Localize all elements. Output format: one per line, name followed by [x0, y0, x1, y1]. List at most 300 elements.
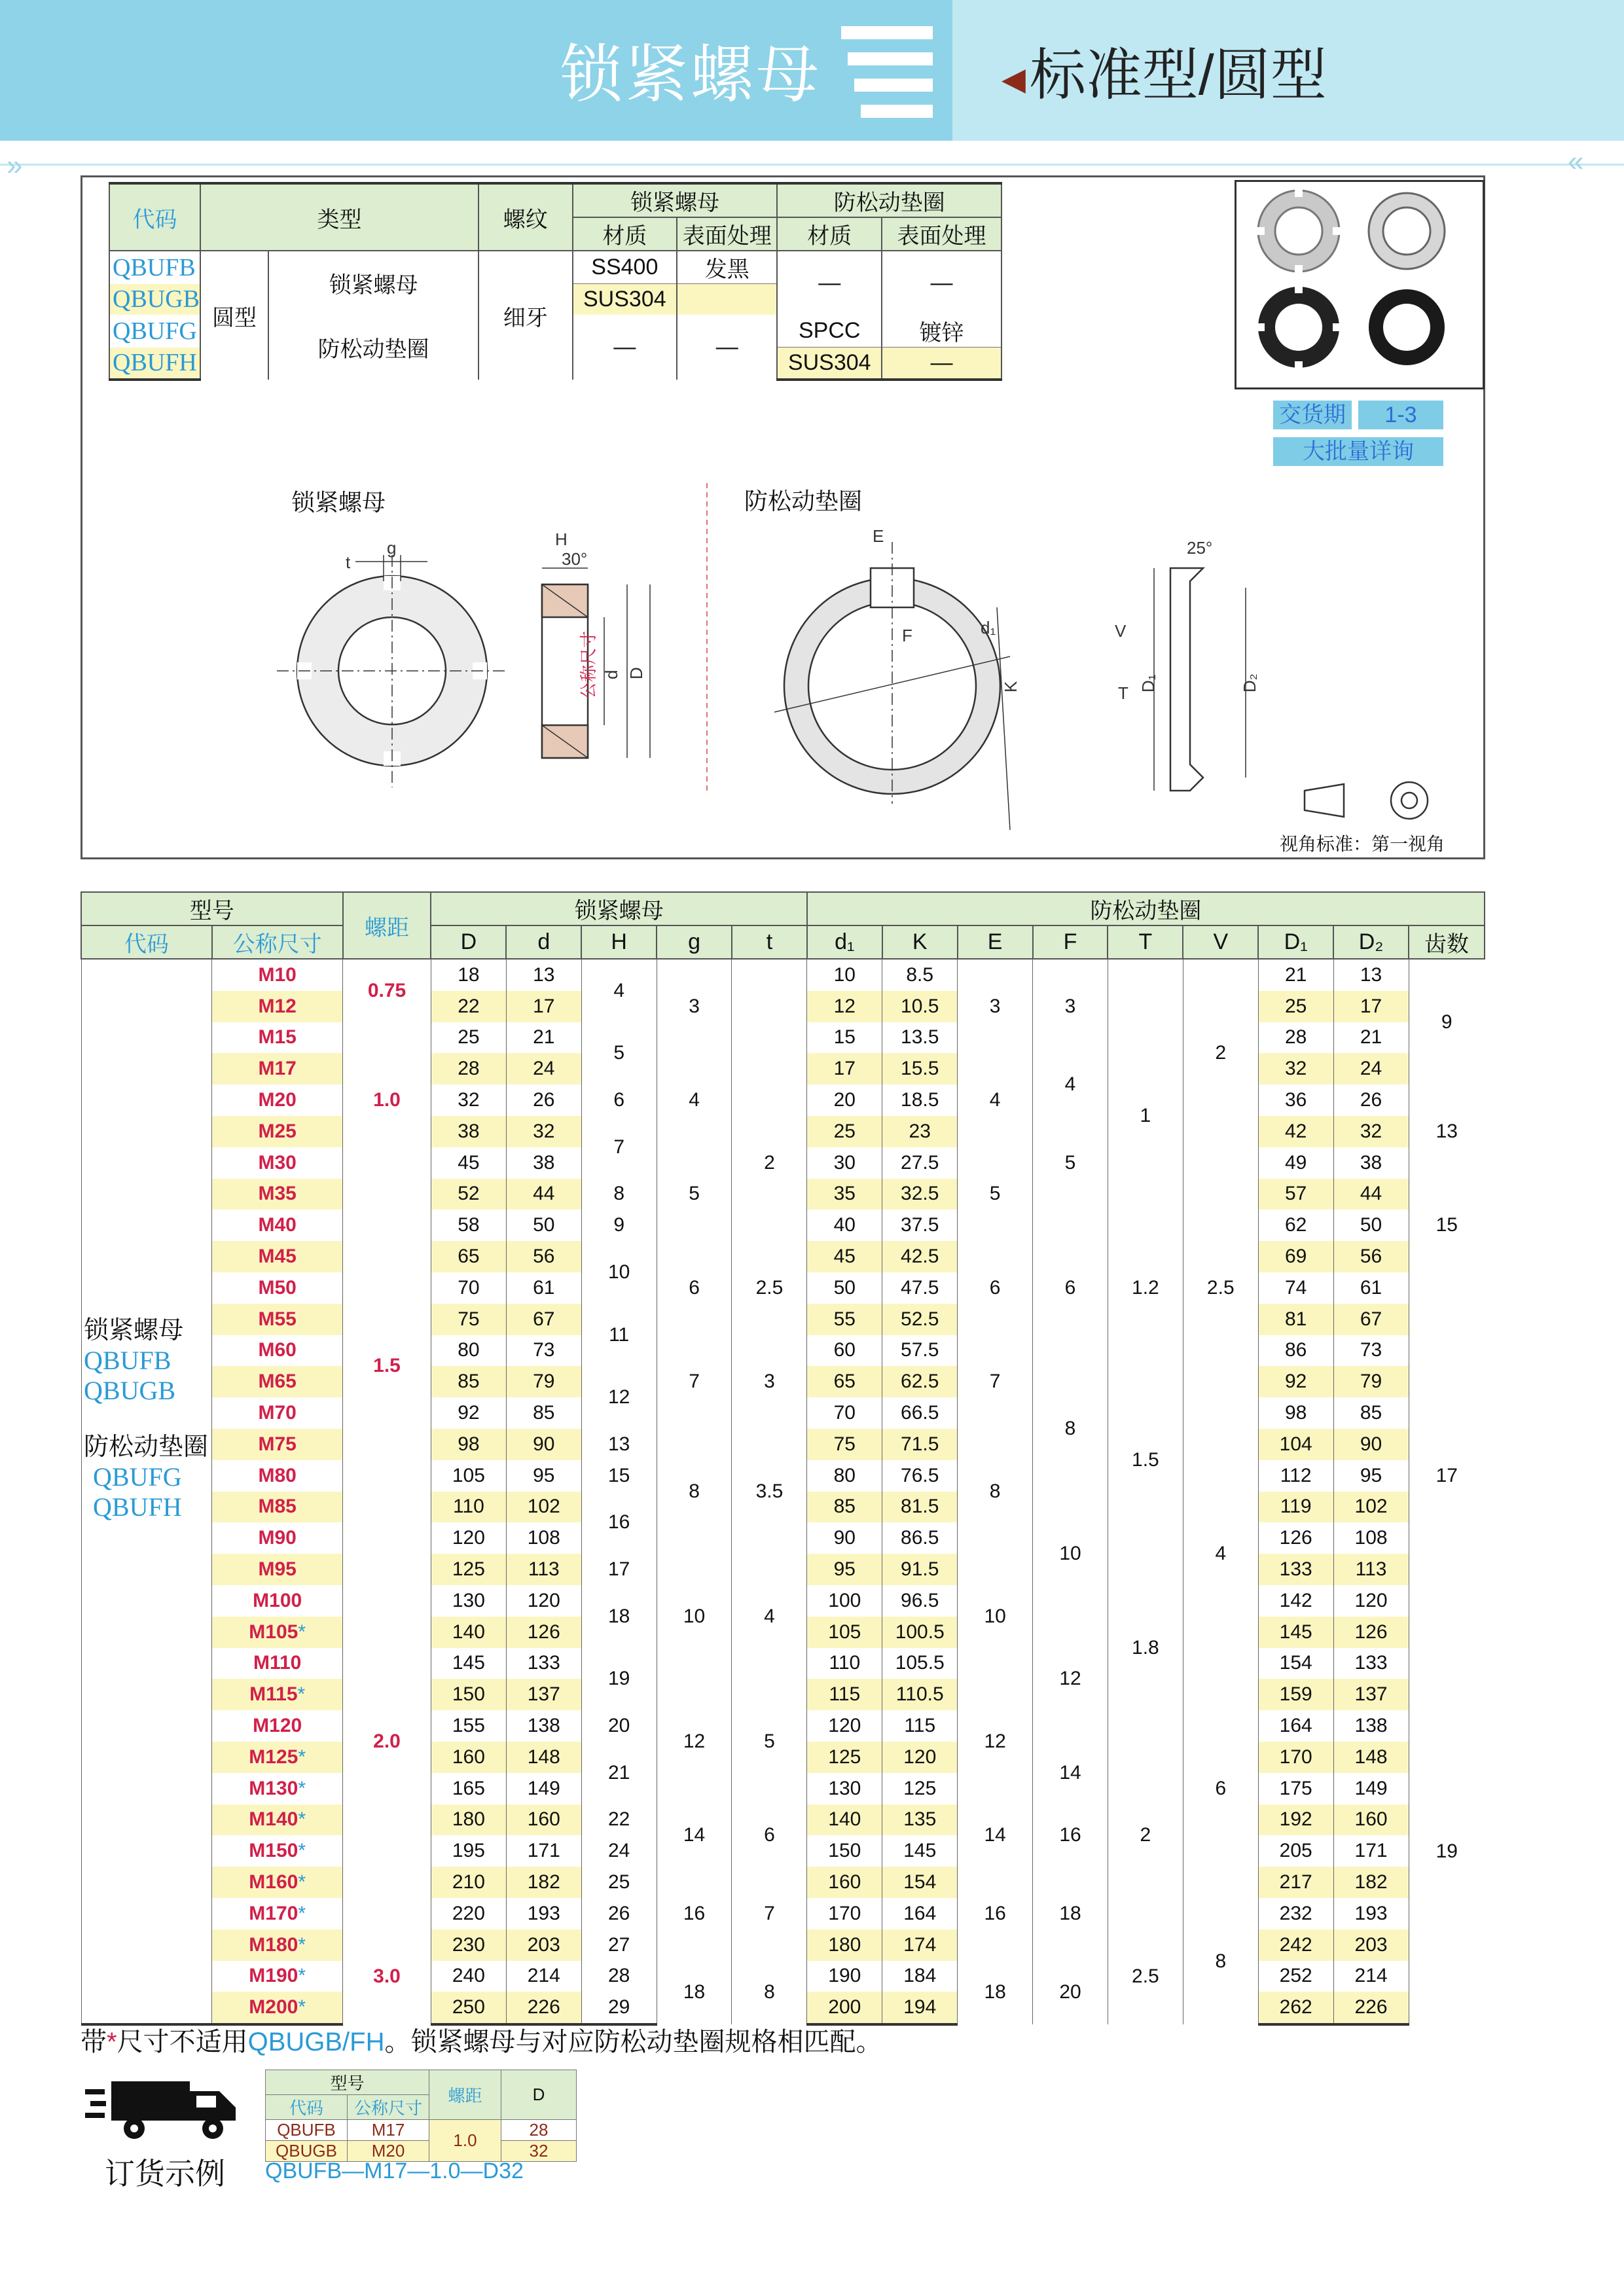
cell-H: 28: [581, 1961, 657, 1992]
cell-D1: 119: [1258, 1492, 1333, 1523]
cell-D1: 164: [1258, 1710, 1333, 1742]
cell-D2: 24: [1333, 1053, 1409, 1085]
cell-D: 150: [431, 1679, 506, 1710]
cell-H: 18: [581, 1585, 657, 1648]
cell-K: 145: [882, 1835, 958, 1867]
dim-K: K: [1001, 681, 1020, 692]
cell-size: M40: [212, 1210, 343, 1241]
hdr-type: 类型: [200, 183, 478, 251]
washer-surface: —: [882, 251, 1001, 315]
cell-D2: 133: [1333, 1648, 1409, 1679]
hdr-col: K: [882, 925, 958, 959]
view-standard: 视角标准：第一视角: [1280, 834, 1445, 854]
hdr-surface: 表面处理: [882, 217, 1001, 251]
note-text: 。锁紧螺母与对应防松动垫圈规格相匹配。: [384, 2028, 882, 2056]
cell-H: 6: [581, 1085, 657, 1116]
cell-D1: 205: [1258, 1835, 1333, 1867]
cell-D: 58: [431, 1210, 506, 1241]
cell-D2: 193: [1333, 1898, 1409, 1929]
oe-pitch: 1.0: [429, 2120, 501, 2162]
cell-F: 12: [1033, 1617, 1108, 1742]
cell-E: 10: [958, 1554, 1033, 1679]
cell-K: 37.5: [882, 1210, 958, 1241]
cell-size: M10: [212, 959, 343, 991]
cell-E: 12: [958, 1679, 1033, 1804]
cell-D1: 86: [1258, 1335, 1333, 1367]
hdr-washer: 防松动垫圈: [807, 892, 1485, 925]
dim-d: d: [602, 670, 621, 679]
hdr-nut: 锁紧螺母: [431, 892, 806, 925]
cell-d1: 120: [807, 1710, 882, 1742]
cell-g: 18: [657, 1961, 732, 2025]
cell-size: M15: [212, 1022, 343, 1054]
cell-d1: 180: [807, 1929, 882, 1961]
cell-F: 5: [1033, 1116, 1108, 1210]
cell-E: 4: [958, 1053, 1033, 1147]
cell-size: M105*: [212, 1617, 343, 1648]
cell-K: 100.5: [882, 1617, 958, 1648]
cell-D1: 92: [1258, 1366, 1333, 1397]
cell-D2: 38: [1333, 1147, 1409, 1179]
cell-g: 12: [657, 1679, 732, 1804]
cell-K: 62.5: [882, 1366, 958, 1397]
cell-K: 164: [882, 1898, 958, 1929]
hdr-col: t: [732, 925, 807, 959]
cell-size: M95: [212, 1554, 343, 1585]
subtitle-text: 标准型/圆型: [1029, 44, 1327, 107]
cell-D: 18: [431, 959, 506, 991]
hdr-col: d: [506, 925, 581, 959]
cell-D: 38: [431, 1116, 506, 1147]
shape-cell: 圆型: [200, 251, 268, 380]
cell-D: 250: [431, 1992, 506, 2024]
header-stripe: [848, 52, 933, 65]
cell-D2: 73: [1333, 1335, 1409, 1367]
dim-T: T: [1118, 683, 1128, 703]
cell-d: 182: [506, 1867, 581, 1898]
cell-D: 140: [431, 1617, 506, 1648]
order-example-label: 订货示例: [105, 2157, 225, 2191]
dim-d1: d₁: [981, 618, 996, 637]
delivery-value: 1-3: [1358, 401, 1443, 429]
cell-F: 14: [1033, 1742, 1108, 1804]
cell-T: 1: [1108, 1022, 1183, 1210]
cell-size: M130*: [212, 1773, 343, 1804]
cell-D2: 160: [1333, 1804, 1409, 1836]
cell-D1: 170: [1258, 1742, 1333, 1773]
cell-d: 26: [506, 1085, 581, 1116]
cell-K: 8.5: [882, 959, 958, 991]
cell-D: 155: [431, 1710, 506, 1742]
cell-d: 95: [506, 1460, 581, 1492]
cell-H: 24: [581, 1835, 657, 1867]
cell-D: 65: [431, 1241, 506, 1272]
cell-d: 50: [506, 1210, 581, 1241]
note-star: *: [107, 2028, 117, 2056]
cell-K: 115: [882, 1710, 958, 1742]
cell-T: 1.5: [1108, 1366, 1183, 1554]
cell-D1: 133: [1258, 1554, 1333, 1585]
cell-size: M60: [212, 1335, 343, 1367]
cell-d1: 140: [807, 1804, 882, 1836]
cell-E: 8: [958, 1429, 1033, 1554]
cell-d1: 45: [807, 1241, 882, 1272]
cell-F: 8: [1033, 1366, 1108, 1491]
chevron-left-icon: «: [1568, 145, 1584, 177]
cell-d: 171: [506, 1835, 581, 1867]
cell-D1: 42: [1258, 1116, 1333, 1147]
cell-H: 19: [581, 1648, 657, 1711]
hdr-material: 材质: [777, 217, 882, 251]
cell-D2: 182: [1333, 1867, 1409, 1898]
cell-D2: 226: [1333, 1992, 1409, 2024]
cell-D2: 108: [1333, 1522, 1409, 1554]
cell-d1: 17: [807, 1053, 882, 1085]
dim-g: g: [387, 538, 397, 558]
cell-t: 2.5: [732, 1241, 807, 1335]
cell-K: 71.5: [882, 1429, 958, 1460]
cell-H: 11: [581, 1304, 657, 1367]
cell-size: M200*: [212, 1992, 343, 2024]
cell-D1: 252: [1258, 1961, 1333, 1992]
table-row: [81, 1085, 1485, 1116]
cell-H: 20: [581, 1710, 657, 1742]
dim-angle25: 25°: [1187, 538, 1213, 558]
cell-D: 195: [431, 1835, 506, 1867]
cell-H: 29: [581, 1992, 657, 2024]
cell-size: M65: [212, 1366, 343, 1397]
cell-D: 130: [431, 1585, 506, 1617]
cell-d: 203: [506, 1929, 581, 1961]
cell-F: 20: [1033, 1961, 1108, 2025]
cell-T: [1108, 959, 1183, 1022]
oe-D: 28: [501, 2120, 577, 2141]
nut-type-cell: 锁紧螺母: [268, 251, 478, 315]
cell-size: M55: [212, 1304, 343, 1335]
cell-size: M75: [212, 1429, 343, 1460]
dim-D1: D₁: [1138, 674, 1158, 692]
cell-D2: 85: [1333, 1397, 1409, 1429]
cell-D: 240: [431, 1961, 506, 1992]
washer-surface: —: [882, 348, 1001, 380]
cell-size: M17: [212, 1053, 343, 1085]
cell-d1: 150: [807, 1835, 882, 1867]
hdr-col: D: [431, 925, 506, 959]
footnote: [81, 2021, 882, 2058]
cell-d1: 160: [807, 1867, 882, 1898]
cell-D2: 214: [1333, 1961, 1409, 1992]
side-washer-label: 防松动垫圈: [84, 1433, 209, 1461]
cell-D2: 126: [1333, 1617, 1409, 1648]
cell-E: 3: [958, 959, 1033, 1053]
cell-D: 28: [431, 1053, 506, 1085]
hdr-nut: 锁紧螺母: [573, 183, 778, 217]
cell-D: 45: [431, 1147, 506, 1179]
cell-H: 17: [581, 1554, 657, 1585]
cell-D: 230: [431, 1929, 506, 1961]
dim-D2: D₂: [1240, 673, 1259, 692]
washer-type-cell: 防松动垫圈: [268, 315, 478, 380]
side-washer-code: QBUFG: [93, 1462, 182, 1492]
order-example-code: QBUFB—M17—1.0—D32: [265, 2159, 524, 2183]
cell-D1: 262: [1258, 1992, 1333, 2024]
cell-D2: 61: [1333, 1272, 1409, 1304]
cell-D: 80: [431, 1335, 506, 1367]
cell-size: M190*: [212, 1961, 343, 1992]
cell-K: 86.5: [882, 1522, 958, 1554]
cell-pitch: 1.0: [343, 1022, 431, 1179]
cell-E: 18: [958, 1961, 1033, 2025]
cell-D: 145: [431, 1648, 506, 1679]
cell-g: 6: [657, 1241, 732, 1335]
cell-g: 3: [657, 959, 732, 1053]
cell-d: 38: [506, 1147, 581, 1179]
hdr-col: 齿数: [1409, 925, 1485, 959]
cell-E: 16: [958, 1867, 1033, 1960]
hdr-col: d₁: [807, 925, 882, 959]
cell-pitch: 1.5: [343, 1179, 431, 1554]
cell-D2: 44: [1333, 1179, 1409, 1210]
cell-D1: 98: [1258, 1397, 1333, 1429]
cell-D1: 69: [1258, 1241, 1333, 1272]
table-row: [81, 1679, 1485, 1710]
cell-D2: 138: [1333, 1710, 1409, 1742]
cell-K: 47.5: [882, 1272, 958, 1304]
oe-hdr-pitch: 螺距: [429, 2070, 501, 2120]
cell-F: 18: [1033, 1867, 1108, 1960]
dim-t: t: [346, 552, 351, 572]
cell-t: 8: [732, 1961, 807, 2025]
cell-pitch: 3.0: [343, 1929, 431, 2024]
table-row: [81, 1804, 1485, 1836]
hdr-col: H: [581, 925, 657, 959]
cell-D: 165: [431, 1773, 506, 1804]
cell-d: 193: [506, 1898, 581, 1929]
cell-E: 5: [958, 1147, 1033, 1241]
dim-H: H: [555, 529, 568, 549]
cell-d: 90: [506, 1429, 581, 1460]
cell-D: 125: [431, 1554, 506, 1585]
cell-d: 214: [506, 1961, 581, 1992]
cell-K: 52.5: [882, 1304, 958, 1335]
chevron-right-icon: »: [7, 149, 23, 181]
cell-d: 126: [506, 1617, 581, 1648]
nut-material: SUS304: [573, 284, 677, 315]
hdr-col: E: [958, 925, 1033, 959]
cell-F: 6: [1033, 1210, 1108, 1366]
hdr-thread: 螺纹: [478, 183, 572, 251]
cell-D: 160: [431, 1742, 506, 1773]
truck-icon: [85, 2075, 242, 2147]
cell-t: 7: [732, 1867, 807, 1960]
cell-D1: 192: [1258, 1804, 1333, 1836]
cell-K: 66.5: [882, 1397, 958, 1429]
cell-d1: 55: [807, 1304, 882, 1335]
washer-material: SPCC: [777, 315, 882, 348]
cell-d1: 125: [807, 1742, 882, 1773]
cell-D1: 62: [1258, 1210, 1333, 1241]
cell-D2: 137: [1333, 1679, 1409, 1710]
cell-size: M120: [212, 1710, 343, 1742]
cell-d: 32: [506, 1116, 581, 1147]
cell-K: 18.5: [882, 1085, 958, 1116]
cell-d1: 90: [807, 1522, 882, 1554]
cell-D1: 112: [1258, 1460, 1333, 1492]
hdr-surface: 表面处理: [677, 217, 777, 251]
cell-d1: 170: [807, 1898, 882, 1929]
cell-d1: 115: [807, 1679, 882, 1710]
code-cell: QBUGB: [109, 284, 200, 315]
cell-D2: 32: [1333, 1116, 1409, 1147]
cell-D2: 90: [1333, 1429, 1409, 1460]
dim-angle30: 30°: [562, 549, 588, 569]
cell-g: 8: [657, 1429, 732, 1554]
cell-size: M85: [212, 1492, 343, 1523]
table-row: [81, 1335, 1485, 1367]
side-nut-label: 锁紧螺母: [84, 1317, 184, 1344]
cell-H: 22: [581, 1804, 657, 1836]
cell-d1: 30: [807, 1147, 882, 1179]
oe-code: QBUFB: [266, 2120, 348, 2141]
cell-d1: 25: [807, 1116, 882, 1147]
cell-K: 105.5: [882, 1648, 958, 1679]
table-row: [81, 1241, 1485, 1272]
cell-size: M25: [212, 1116, 343, 1147]
cell-size: M110: [212, 1648, 343, 1679]
cell-D1: 217: [1258, 1867, 1333, 1898]
cell-d: 108: [506, 1522, 581, 1554]
oe-hdr-D: D: [501, 2070, 577, 2120]
cell-D: 98: [431, 1429, 506, 1460]
dim-D: D: [626, 667, 646, 679]
oe-code: QBUGB: [266, 2141, 348, 2162]
cell-D: 210: [431, 1867, 506, 1898]
cell-D: 32: [431, 1085, 506, 1116]
nut-drawing-title: 锁紧螺母: [291, 489, 386, 516]
cell-D1: 154: [1258, 1648, 1333, 1679]
code-cell: QBUFH: [109, 348, 200, 380]
cell-H: 13: [581, 1429, 657, 1460]
cell-D1: 32: [1258, 1053, 1333, 1085]
oe-nominal: M20: [348, 2141, 429, 2162]
cell-D: 22: [431, 991, 506, 1022]
cell-T: 1.8: [1108, 1554, 1183, 1742]
cell-D2: 95: [1333, 1460, 1409, 1492]
cell-D2: 203: [1333, 1929, 1409, 1961]
cell-d: 138: [506, 1710, 581, 1742]
cell-d1: 60: [807, 1335, 882, 1367]
order-example-table: [265, 2070, 577, 2162]
hdr-col: T: [1108, 925, 1183, 959]
cell-D1: 21: [1258, 959, 1333, 991]
cell-d: 148: [506, 1742, 581, 1773]
cell-size: M125*: [212, 1742, 343, 1773]
cell-d: 133: [506, 1648, 581, 1679]
cell-K: 174: [882, 1929, 958, 1961]
note-code: QBUGB/FH: [247, 2028, 385, 2056]
divider: [0, 164, 1624, 166]
cell-size: M20: [212, 1085, 343, 1116]
cell-g: 16: [657, 1867, 732, 1960]
cell-F: 3: [1033, 959, 1108, 1053]
dim-V: V: [1115, 621, 1127, 641]
cell-d1: 70: [807, 1397, 882, 1429]
cell-D: 75: [431, 1304, 506, 1335]
cell-pitch: 2.0: [343, 1554, 431, 1929]
cell-d: 149: [506, 1773, 581, 1804]
cell-d1: 50: [807, 1272, 882, 1304]
cell-d1: 65: [807, 1366, 882, 1397]
table-row: [81, 959, 1485, 991]
cell-K: 96.5: [882, 1585, 958, 1617]
cell-t: [732, 959, 807, 1085]
cell-size: M90: [212, 1522, 343, 1554]
cell-d1: 200: [807, 1992, 882, 2024]
side-nut-code: QBUGB: [84, 1376, 176, 1405]
hdr-pitch: 螺距: [343, 892, 431, 959]
cell-D: 120: [431, 1522, 506, 1554]
cell-E: 14: [958, 1804, 1033, 1867]
hdr-col: D₁: [1258, 925, 1333, 959]
hdr-material: 材质: [573, 217, 677, 251]
side-nut-code: QBUFB: [84, 1346, 171, 1375]
cell-D1: 126: [1258, 1522, 1333, 1554]
cell-D2: 13: [1333, 959, 1409, 991]
cell-d: 160: [506, 1804, 581, 1836]
cell-d: 79: [506, 1366, 581, 1397]
cell-teeth: 17: [1409, 1272, 1485, 1679]
dim-E: E: [873, 526, 884, 546]
spec-table: [81, 891, 1485, 2026]
cell-teeth: 15: [1409, 1179, 1485, 1272]
cell-K: 194: [882, 1992, 958, 2024]
oe-D: 32: [501, 2141, 577, 2162]
cell-V: 2.5: [1183, 1147, 1258, 1429]
cell-K: 81.5: [882, 1492, 958, 1523]
cell-D: 180: [431, 1804, 506, 1836]
thread-cell: 细牙: [478, 251, 572, 380]
cell-t: 3: [732, 1335, 807, 1429]
cell-D1: 25: [1258, 991, 1333, 1022]
cell-D2: 149: [1333, 1773, 1409, 1804]
cell-D: 25: [431, 1022, 506, 1054]
hdr-washer: 防松动垫圈: [777, 183, 1001, 217]
cell-D: 92: [431, 1397, 506, 1429]
table-row: [81, 1961, 1485, 1992]
cell-d: 21: [506, 1022, 581, 1054]
cell-K: 135: [882, 1804, 958, 1836]
cell-size: M100: [212, 1585, 343, 1617]
hdr-col: V: [1183, 925, 1258, 959]
cell-K: 23: [882, 1116, 958, 1147]
cell-D2: 67: [1333, 1304, 1409, 1335]
cell-D: 85: [431, 1366, 506, 1397]
washer-material: —: [777, 251, 882, 315]
cell-D1: 28: [1258, 1022, 1333, 1054]
cell-d: 13: [506, 959, 581, 991]
technical-drawing: [81, 175, 1485, 859]
cell-K: 42.5: [882, 1241, 958, 1272]
cell-D1: 36: [1258, 1085, 1333, 1116]
cell-d1: 100: [807, 1585, 882, 1617]
cell-F: 16: [1033, 1804, 1108, 1867]
cell-g: 14: [657, 1804, 732, 1867]
side-washer-code: QBUFH: [93, 1492, 182, 1522]
cell-d: 85: [506, 1397, 581, 1429]
cell-H: 10: [581, 1241, 657, 1304]
cell-H: 25: [581, 1867, 657, 1898]
cell-D2: 148: [1333, 1742, 1409, 1773]
